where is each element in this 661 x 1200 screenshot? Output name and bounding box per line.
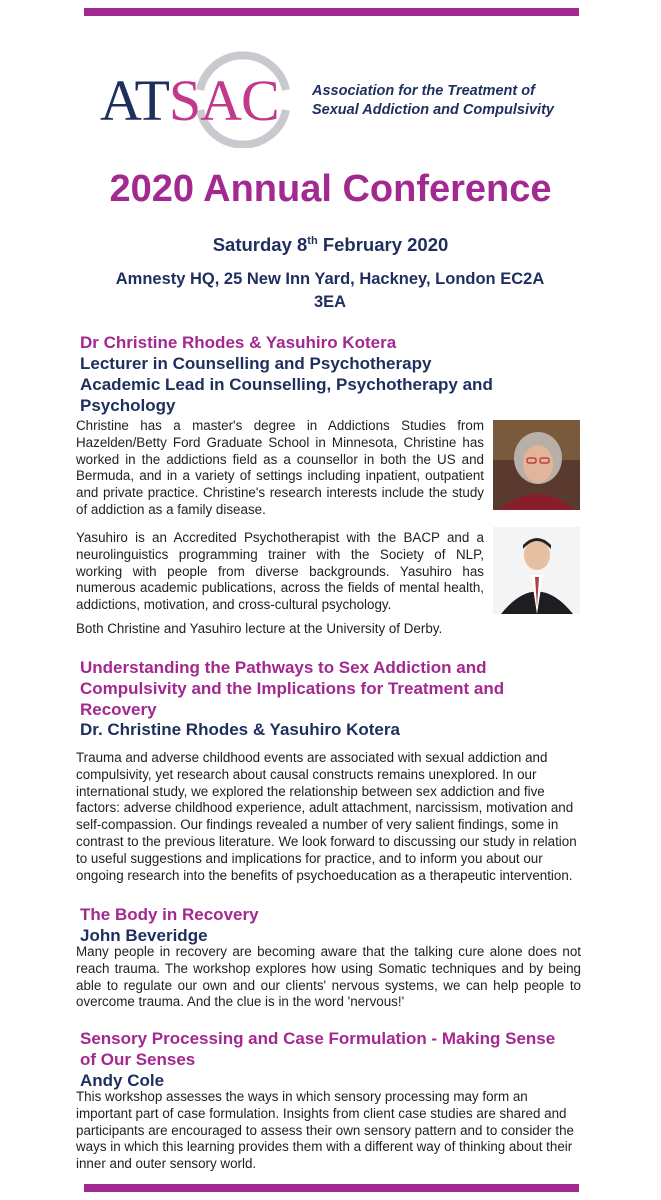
yasuhiro-bio: Yasuhiro is an Accredited Psychotherapist with the BACP and a neurolinguistics programming trainer with the Society of NLP, working with people from diverse backgrounds. Yasuhiro has numerous academic publications, across the fields of mental health, addictions, motivation, and cross-cultural psychology. [76, 530, 484, 613]
both-lecture-note: Both Christine and Yasuhiro lecture at the University of Derby. [76, 621, 443, 636]
session2-description: Many people in recovery are becoming aware that the talking cure alone does not reach trauma. The workshop explores how using Somatic techniques and by being able to regulate our own and our clients' nervous systems, we can help people to overcome trauma. And the clue is in the word 'nervous!' [76, 944, 581, 1010]
session2-title: The Body in Recovery [80, 905, 259, 924]
top-divider-bar [84, 8, 579, 16]
session3-title: Sensory Processing and Case Formulation - Making Sense of Our Senses [80, 1029, 556, 1069]
session3-description: This workshop assesses the ways in which sensory processing may form an important part of case formulation. Insights from client case studies are shared and participants are encouraged to assess their own sensory pattern and to consider the ways in which this learning provides them with a different way of thinking about their inner and outer sensory world. [76, 1089, 574, 1172]
bottom-divider-bar [84, 1184, 579, 1192]
portrait-image-icon [493, 527, 580, 614]
speaker-role: Lecturer in Counselling and Psychotherapy Academic Lead in Counselling, Psychotherapy and Psychology [80, 354, 493, 415]
yasuhiro-photo [493, 527, 580, 614]
conference-venue: Amnesty HQ, 25 New Inn Yard, Hackney, London EC2A 3EA [115, 270, 545, 311]
session1-presenter: Dr. Christine Rhodes & Yasuhiro Kotera [80, 720, 400, 739]
conference-date: Saturday 8th February 2020 [212, 234, 449, 255]
session1-description: Trauma and adverse childhood events are associated with sexual addiction and compulsivity, yet research about causal constructs remains unexplored. In our international study, we explored the relationship between sex addiction and five factors: adverse childhood experience, adult attachment, narcissism, motivation and self-compassion. Our findings revealed a number of very salient findings, some in contrast to the previous literature. We look forward to discussing our study in relation to useful suggestions and implications for practice, and to inform you about our ongoing research into the benefits of psychoeducation as a therapeutic intervention. [76, 750, 577, 883]
portrait-image-icon [493, 420, 580, 510]
session3-presenter: Andy Cole [80, 1071, 165, 1090]
speaker-names: Dr Christine Rhodes & Yasuhiro Kotera [80, 333, 397, 352]
christine-photo [493, 420, 580, 510]
session1-title: Understanding the Pathways to Sex Addiction and Compulsivity and the Implications for Treatment and Recovery [80, 658, 505, 719]
logo-wordmark: ATSAC [100, 68, 279, 133]
session2-presenter: John Beveridge [80, 926, 208, 945]
atsac-logo [100, 38, 300, 148]
christine-bio: Christine has a master's degree in Addictions Studies from Hazelden/Betty Ford Graduate School in Minnesota, Christine has worked in the addictions field as a counsellor in both the US and Bermuda, and in a variety of settings including inpatient, outpatient and private practice. Christine's research interests include the study of addiction as a family disease. [76, 418, 484, 517]
conference-title: 2020 Annual Conference [109, 168, 552, 210]
association-tagline: Association for the Treatment of Sexual Addiction and Compulsivity [312, 83, 554, 118]
